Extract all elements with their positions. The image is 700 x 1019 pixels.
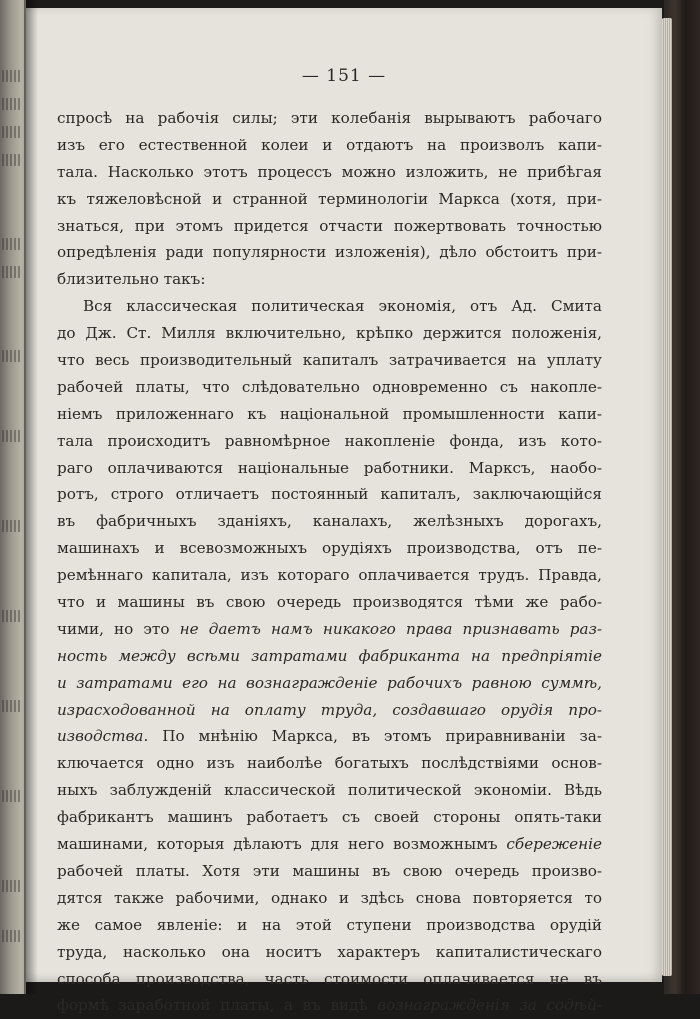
text-segment: же самое явленіе: и на этой ступени производства орудій xyxy=(57,915,602,934)
text-line xyxy=(57,723,602,750)
left-page-text-fragment xyxy=(2,520,22,532)
text-line xyxy=(57,831,602,858)
left-page-text-fragment xyxy=(2,430,22,442)
text-segment: рабочей платы, что слѣдовательно одновременно съ накопле- xyxy=(57,377,602,396)
italic-text-segment: не даетъ намъ никакого права признавать раз- xyxy=(179,619,603,638)
text-line xyxy=(57,643,602,670)
text-line xyxy=(57,858,602,885)
text-line xyxy=(57,966,602,993)
text-line xyxy=(57,589,602,616)
text-segment: близительно такъ: xyxy=(57,270,206,289)
text-line xyxy=(57,562,602,589)
text-segment: машинахъ и всевозможныхъ орудіяхъ производства, отъ пе- xyxy=(57,539,602,558)
body-text xyxy=(57,105,602,1019)
left-page-text-fragment xyxy=(2,70,22,82)
page-number: — 151 — xyxy=(301,66,387,86)
left-page-text-fragment xyxy=(2,880,22,892)
text-line xyxy=(57,750,602,777)
text-line xyxy=(57,992,602,1019)
text-line xyxy=(57,239,602,266)
text-segment: что и машины въ свою очередь производятся тѣми же рабо- xyxy=(57,593,602,612)
text-segment: фабрикантъ машинъ работаетъ съ своей стороны опять-таки xyxy=(57,808,602,827)
text-line xyxy=(57,105,602,132)
text-segment: знаться, при этомъ придется отчасти пожертвовать точностью xyxy=(57,216,602,235)
text-segment: формѣ заработной платы, а въ видѣ xyxy=(57,996,378,1015)
text-line xyxy=(57,293,602,320)
text-line xyxy=(57,159,602,186)
text-line xyxy=(57,213,602,240)
text-segment: Вся классическая политическая экономія, отъ Ад. Смита xyxy=(83,297,602,316)
left-page-text-fragment xyxy=(2,98,22,110)
text-segment: до Дж. Ст. Милля включительно, крѣпко держится положенія, xyxy=(57,324,602,343)
text-segment: дятся также рабочими, однако и здѣсь снова повторяется то xyxy=(57,888,602,907)
text-segment: машинами, которыя дѣлаютъ для него возможнымъ xyxy=(57,835,507,854)
text-segment: ніемъ приложеннаго къ національной промышленности капи- xyxy=(57,404,602,423)
left-page-text-fragment xyxy=(2,930,22,942)
italic-text-segment: вознагражденія за содѣй- xyxy=(377,996,602,1015)
left-page-text-fragment xyxy=(2,350,22,362)
text-line xyxy=(57,912,602,939)
text-segment: въ фабричныхъ зданіяхъ, каналахъ, желѣзныхъ дорогахъ, xyxy=(57,512,602,531)
text-segment: способа производства, часть стоимости оплачивается не въ xyxy=(57,969,602,988)
text-line xyxy=(57,347,602,374)
text-line xyxy=(57,939,602,966)
text-line xyxy=(57,428,602,455)
text-line xyxy=(57,401,602,428)
text-line xyxy=(57,186,602,213)
text-line xyxy=(57,455,602,482)
text-segment: спросѣ на рабочія силы; эти колебанія вырываютъ рабочаго xyxy=(57,109,602,127)
left-page-text-fragment xyxy=(2,126,22,138)
left-page-text-fragment xyxy=(2,700,22,712)
page-stack-edge xyxy=(662,18,672,976)
text-line xyxy=(57,616,602,643)
text-line xyxy=(57,885,602,912)
text-line xyxy=(57,777,602,804)
text-segment: ключается одно изъ наиболѣе богатыхъ послѣдствіями основ- xyxy=(57,754,602,773)
text-segment: . По мнѣнію Маркса, въ этомъ приравниваніи за- xyxy=(143,727,602,746)
text-line xyxy=(57,535,602,562)
text-segment: къ тяжеловѣсной и странной терминологіи Маркса (хотя, при- xyxy=(57,189,602,208)
text-segment: опредѣленія ради популярности изложенія), дѣло обстоитъ при- xyxy=(57,243,602,262)
text-segment: ремѣннаго капитала, изъ котораго оплачивается трудъ. Правда, xyxy=(57,566,602,585)
text-segment: рабочей платы. Хотя эти машины въ свою очередь произво- xyxy=(57,861,602,880)
text-segment: тала. Насколько этотъ процессъ можно изложить, не прибѣгая xyxy=(57,162,602,181)
italic-text-segment: изводства xyxy=(57,727,144,746)
text-line xyxy=(57,697,602,724)
italic-text-segment: и затратами его на вознагражденіе рабочихъ равною суммѣ, xyxy=(57,673,602,692)
text-segment: что весь производительный капиталъ затрачивается на уплату xyxy=(57,351,602,370)
left-page-text-fragment xyxy=(2,610,22,622)
text-line xyxy=(57,508,602,535)
text-line xyxy=(57,670,602,697)
text-line xyxy=(57,374,602,401)
text-segment: раго оплачиваются національные работники. Марксъ, наобо- xyxy=(57,458,602,477)
text-line xyxy=(57,804,602,831)
italic-text-segment: ность между всѣми затратами фабриканта на предпріятіе xyxy=(57,646,602,665)
text-line xyxy=(57,132,602,159)
italic-text-segment: сбереженіе xyxy=(506,835,602,854)
italic-text-segment: израсходованной на оплату труда, создавшаго орудія про- xyxy=(57,700,602,719)
text-segment: ныхъ заблужденій классической политической экономіи. Вѣдь xyxy=(57,781,602,800)
text-line xyxy=(57,320,602,347)
text-segment: ротъ, строго отличаетъ постоянный капиталъ, заключающійся xyxy=(57,485,602,504)
gutter-shadow xyxy=(24,0,38,994)
text-line xyxy=(57,481,602,508)
left-page-text-fragment xyxy=(2,266,22,278)
left-page-text-fragment xyxy=(2,790,22,802)
text-segment: труда, насколько она носитъ характеръ капиталистическаго xyxy=(57,942,602,961)
text-segment: тала происходитъ равномѣрное накопленіе фонда, изъ кото- xyxy=(57,431,602,450)
left-facing-page xyxy=(0,0,26,994)
text-segment: изъ его естественной колеи и отдаютъ на произволъ капи- xyxy=(57,135,602,154)
text-segment: чими, но это xyxy=(57,619,180,638)
book-page xyxy=(26,8,662,1015)
left-page-text-fragment xyxy=(2,238,22,250)
text-line xyxy=(57,266,602,293)
left-page-text-fragment xyxy=(2,154,22,166)
